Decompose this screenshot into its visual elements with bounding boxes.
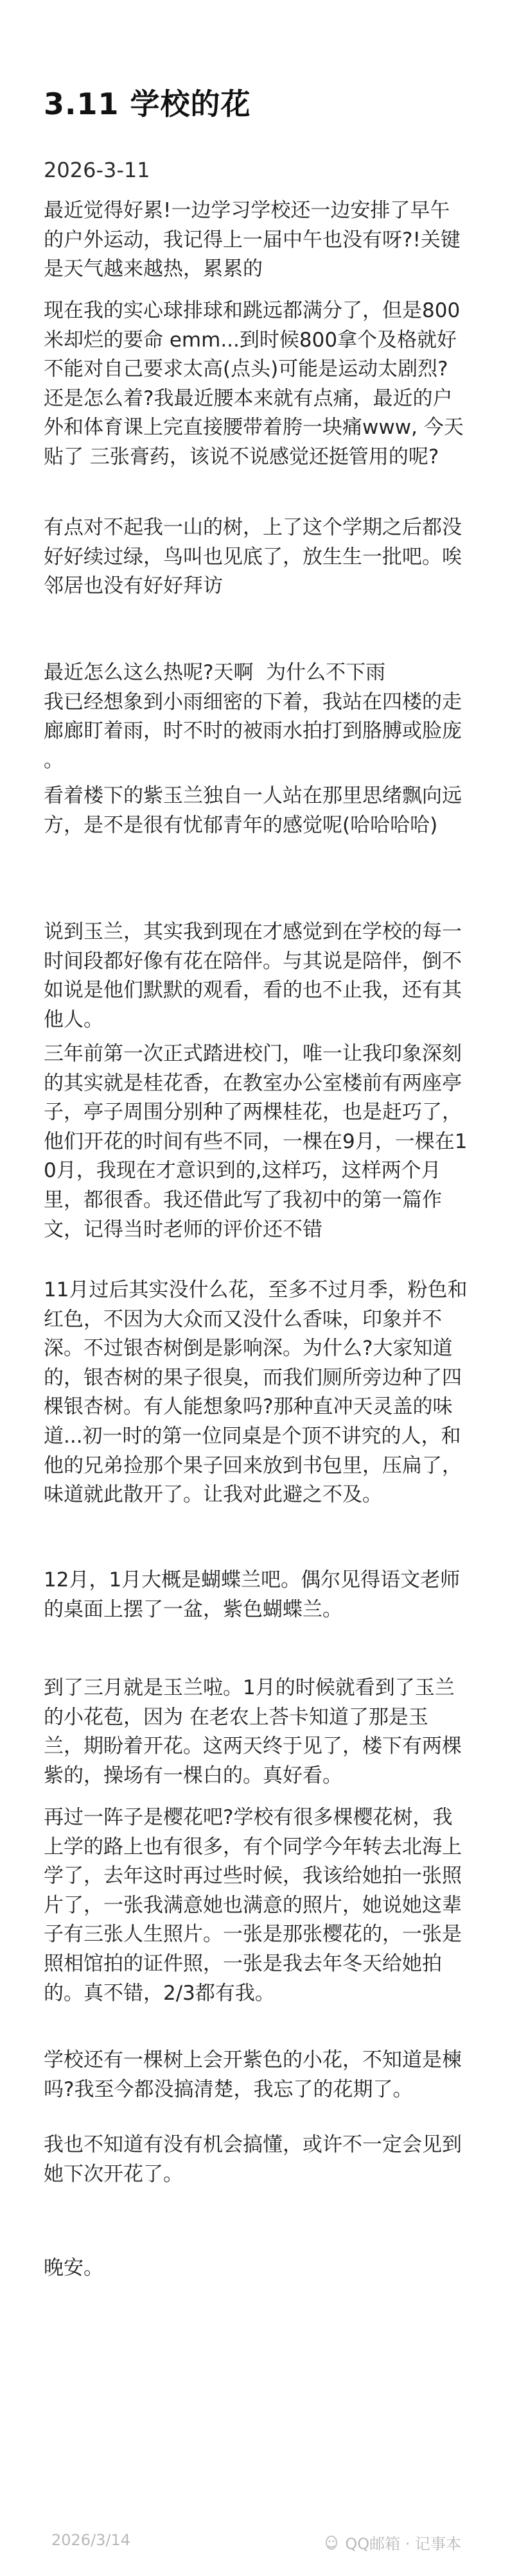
qq-mail-icon (323, 2534, 340, 2551)
paragraph-10: 到了三月就是玉兰啦。1月的时候就看到了玉兰的小花苞，因为 在老农上荅卡知道了那是玉兰，期盼着开花。这两天终于见了，楼下有两棵紫的，操场有一棵白的。真好看。 (44, 1676, 462, 1787)
paragraph-5: 看着楼下的紫玉兰独自一人站在那里思绪飘向远方，是不是很有忧郁青年的感觉呢(哈哈哈哈) (44, 784, 462, 837)
note-date: 2026-3-11 (44, 158, 150, 182)
paragraph-14: 晚安。 (44, 2256, 103, 2280)
paragraph-13: 我也不知道有没有机会搞懂，或许不一定会见到她下次开花了。 (44, 2133, 462, 2186)
paragraph-8: 11月过后其实没什么花，至多不过月季，粉色和红色，不因为大众而又没什么香味，印象并不深。不过银杏树倒是影响深。为什么?大家知道的，银杏树的果子很臭，而我们厕所旁边种了四棵银杏树。有人能想象吗?那种直冲天灵盖的味道...初一时的第一位同桌是个顶不讲究的人，和他的兄弟捡那个果子回来放到书包里，压扁了，味道就此散开了。让我对此避之不及。 (44, 1278, 468, 1507)
paragraph-6: 说到玉兰，其实我到现在才感觉到在学校的每一时间段都好像有花在陪伴。与其说是陪伴，倒不如说是他们默默的观看，看的也不止我，还有其他人。 (44, 920, 462, 1031)
paragraph-3: 有点对不起我一山的树，上了这个学期之后都没好好续过绿，鸟叫也见底了，放生生一批吧。唉邻居也没有好好拜访 (44, 516, 462, 598)
paragraph-7: 三年前第一次正式踏进校门，唯一让我印象深刻的其实就是桂花香，在教室办公室楼前有两座亭子，亭子周围分别种了两棵桂花，也是赶巧了，他们开花的时间有些不同，一棵在9月，一棵在10月，我现在才意识到的,这样巧，这样两个月里，都很香。我还借此写了我初中的第一篇作文，记得当时老师的评价还不错 (44, 1042, 468, 1241)
note-title: 3.11 学校的花 (44, 87, 251, 121)
footer-brand-label: QQ邮箱 · 记事本 (345, 2535, 461, 2553)
note-footer (44, 2529, 468, 2554)
paragraph-9: 12月，1月大概是蝴蝶兰吧。偶尔见得语文老师的桌面上摆了一盆，紫色蝴蝶兰。 (44, 1568, 461, 1621)
paragraph-4: 最近怎么这么热呢?天啊 为什么不下雨 我已经想象到小雨细密的下着，我站在四楼的走廊廊盯着雨，时不时的被雨水拍打到胳膊或脸庞 。 (44, 661, 462, 772)
paragraph-12: 学校还有一棵树上会开紫色的小花，不知道是楝吗?我至今都没搞清楚，我忘了的花期了。 (44, 2048, 462, 2101)
footer-date: 2026/3/14 (51, 2531, 131, 2549)
footer-brand (323, 2531, 461, 2554)
paragraph-1: 最近觉得好累!一边学习学校还一边安排了早午的户外运动，我记得上一届中午也没有呀?!关键是天气越来越热，累累的 (44, 199, 461, 281)
paragraph-11: 再过一阵子是樱花吧?学校有很多棵樱花树，我上学的路上也有很多，有个同学今年转去北海上学了，去年这时再过些时候，我该给她拍一张照片了，一张我满意她也满意的照片，她说她这辈子有三张人生照片。一张是那张樱花的，一张是照相馆拍的证件照，一张是我去年冬天给她拍的。真不错，2/3都有我。 (44, 1806, 462, 2005)
note-page (44, 0, 468, 2576)
paragraph-2: 现在我的实心球排球和跳远都满分了，但是800米却烂的要命 emm...到时候800拿个及格就好不能对自己要求太高(点头)可能是运动太剧烈?还是怎么着?我最近腰本来就有点痛，最近的户外和体育课上完直接腰带着胯一块痛www, 今天贴了 三张膏药，该说不说感觉还挺管用的呢? (44, 299, 464, 468)
